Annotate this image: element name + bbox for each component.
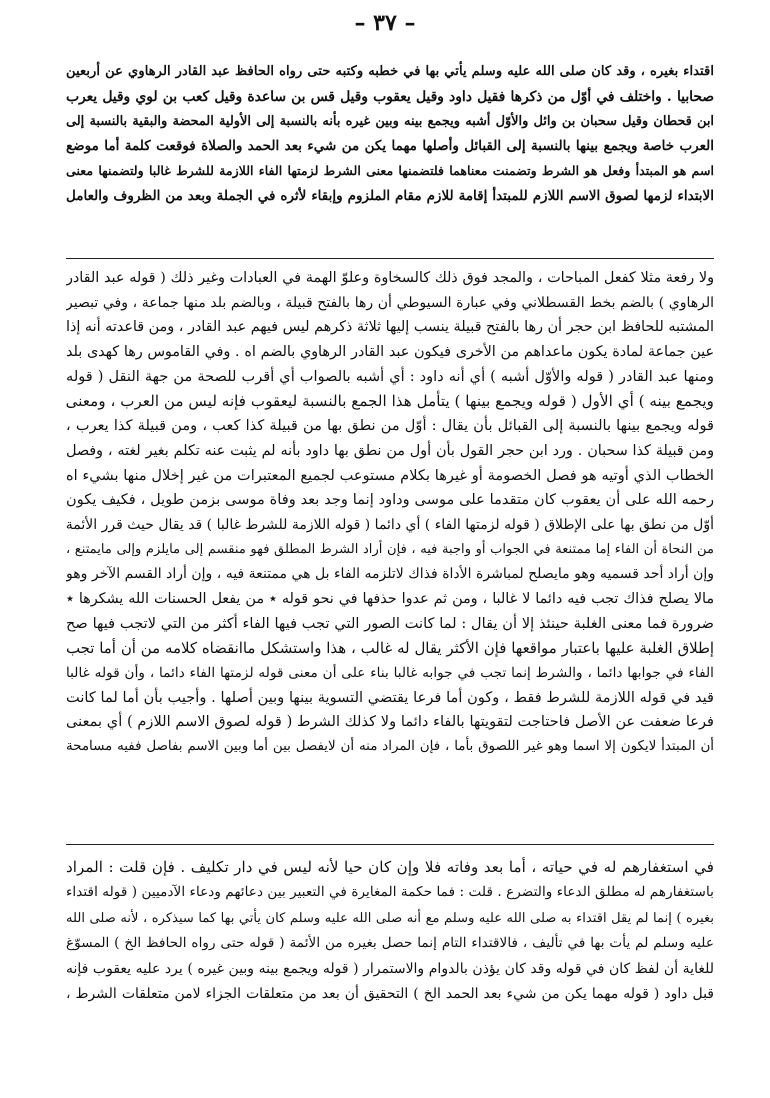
commentary-line: ضرورة فما معنى الغلبة حينئذ إلا أن يقال : لما كانت الصور التي تجب فيها الفاء أكثر من التي لاتجب فيها صح xyxy=(66,614,714,632)
commentary-line: المشتبه للحافظ ابن حجر أن رها بالفتح قبيلة ينسب إليها ثلاثة ذكرهم ليس فيهم عبد القادر ، ومن قاعدته أنه إذا xyxy=(66,319,714,336)
commentary-line: الفاء في جوابها دائما ، والشرط إنما تجب في جوابه غالبا بناء على أن معنى قوله لزمتها الفاء دائما ، وأن قوله غالبا xyxy=(66,665,714,681)
commentary-line: في استغفارهم له في حياته ، أما بعد وفاته فلا وإن كان حيا لأنه ليس في دار تكليف . فإن قلت : المراد xyxy=(66,858,714,876)
commentary-line: ويجمع بينه ) أي الأول ( قوله ويجمع بينها ) يتأمل هذا الجمع بالنسبة ليعقوب فإنه ليس من العرب ، ومعنى xyxy=(66,392,714,411)
commentary-line: بغيره ) إنما لم يقل اقتداء به صلى الله عليه وسلم مع أنه صلى الله عليه وسلم كان يأتي بها كما سيذكره ، لأنه صلى الله xyxy=(66,910,714,926)
commentary-line: قيد في قوله اللازمة للشرط فقط ، وكون أما فرعا يقتضي التسوية بينها وبين أصلها . وأجيب بأن أما لما كانت xyxy=(66,688,714,706)
main-text-line: الابتداء لزمها لصوق الاسم اللازم للمبتدأ إقامة للازم مقام الملزوم وإبقاء لأثره في الجملة وبعد من الظروف والعامل xyxy=(66,187,714,204)
commentary-line: الرهاوي ) بالضم بخط القسطلاني وفي عبارة السيوطي أن رها بالفتح قبيلة ، وبالضم بلد منها جماعة ، وفي تبصير xyxy=(66,294,714,311)
commentary-line: ولا رفعة مثلا كفعل المباحات ، والمجد فوق ذلك كالسخاوة وعلوّ الهمة في العبادات وغير ذلك ( قوله عبد القادر xyxy=(66,270,714,286)
commentary-line: باستغفارهم له مطلق الدعاء والتضرع . قلت : فما حكمة المغايرة في التعبير بين دعائهم ودعاء الآدميين ( قوله اقتداء xyxy=(66,884,714,901)
commentary-line: الخطاب الذي أوتيه هو فصل الخصومة أو غيرها بكلام مستوعب لجميع المعتبرات من غير إخلال منها بشيء اه xyxy=(66,466,714,484)
commentary-line: رحمه الله على أن يعقوب كان متقدما على موسى وداود إنما وجد بعد وفاة موسى بزمن طويل ، فكيف يكون xyxy=(66,491,714,509)
commentary-line: عين جماعة لمادة يكون ماعداهم من الأخرى فيكون عبد القادر الرهاوي بالضم اه . وفي القاموس رها كهدى بلد xyxy=(66,344,714,361)
commentary-line: من النحاة أن الفاء إما ممتنعة في الجواب أو واجبة فيه ، فإن أراد الشرط المطلق فهو منقسم إلى مايلزم وإلى مايمتنع ، xyxy=(66,541,714,557)
commentary-line: عليه وسلم لم يأت بها في تأليف ، فالاقتداء التام إنما حصل بغيره من الأئمة ( قوله حتى رواه الحافظ الخ ) المسوّغ xyxy=(66,935,714,952)
commentary-line: ومن قبيلة كذا سحبان . ورد ابن حجر القول بأن أول من نطق بها داود بأنه لم يثبت عنه تكلم بغير لغته ، وفصل xyxy=(66,442,714,459)
main-text-line: العرب خاصة ويجمع بينها بالنسبة إلى القبائل وأصلها مهما يكن من شيء بعد الحمد والصلاة فوقعت كلمة أما موضع xyxy=(66,138,714,155)
commentary-block-primary xyxy=(66,266,714,760)
commentary-block-secondary xyxy=(66,855,714,1007)
commentary-line: أن المبتدأ لايكون إلا اسما وهو غير اللصوق بأما ، فإن المراد منه أن لايفصل بين أما وبين الاسم بفاصل ففيه مسامحة xyxy=(66,739,714,755)
commentary-line: أوّل من نطق بها على الإطلاق ( قوله لزمتها الفاء ) أي دائما ( قوله اللازمة للشرط غالبا ) قد يقال حيث قرر الأئمة xyxy=(66,516,714,533)
commentary-line: قوله ويجمع بينها بالنسبة إلى القبائل بأن يقال : أوّل من نطق بها من قبيلة كذا كعب ، ومن قبيلة كذا يعرب ، xyxy=(66,417,714,435)
commentary-line: مالا يصلح فذاك تجب فيه دائما لا غالبا ، ومن ثم عدوا حذفها في نحو قوله ٭ من يفعل الحسنات الله يشكرها ٭ xyxy=(66,590,714,607)
main-text-line: صحابيا . واختلف في أوّل من ذكرها فقيل داود وقيل يعقوب وقيل قس بن ساعدة وقيل كعب بن لوي وقيل يعرب xyxy=(66,88,714,105)
commentary-line: وإن أراد أحد قسميه وهو مايصلح لمباشرة الأداة فذاك لاتلزمه الفاء بل هي ممتنعة فيه ، وإن أراد القسم الآخر وهو xyxy=(66,566,714,583)
main-text-block xyxy=(66,60,714,209)
main-text-line: ابن قحطان وقيل سحبان بن وائل والأوّل أشبه ويجمع بينه وبين غيره بأنه بالنسبة إلى الأولية المحضة والبقية بالنسبة إلى xyxy=(66,113,714,129)
commentary-line: ومنها عبد القادر ( قوله والأوّل أشبه ) أي أنه داود : أي أشبه بالصواب أي أقرب للصحة من جهة النقل ( قوله xyxy=(66,367,714,385)
section-divider xyxy=(66,844,714,845)
main-text-line: اسم هو المبتدأ وفعل هو الشرط وتضمنت معناهما فلتضمنها معنى الشرط لزمتها الفاء اللازمة للشرط غالبا ولتضمنها معنى xyxy=(66,163,714,179)
main-text-line: اقتداء بغيره ، وقد كان صلى الله عليه وسلم يأتي بها في خطبه وكتبه حتى رواه الحافظ عبد القادر الرهاوي عن أربعين xyxy=(66,64,714,79)
page-number: – ٣٧ – xyxy=(354,10,416,36)
commentary-line: إطلاق الغلبة عليها باعتبار مواقعها فإن الأكثر يقال له غالب ، هذا واستشكل ماانقضاه كلامه من أن أما تجب xyxy=(66,639,714,658)
commentary-line: للغاية أن لفظ كان في قوله وقد كان يؤذن بالدوام والاستمرار ( قوله ويجمع بينه وبين غيره ) يرد عليه يعقوب فإنه xyxy=(66,960,714,977)
commentary-line: قبل داود ( قوله مهما يكن من شيء بعد الحمد الخ ) التحقيق أن بعد من متعلقات الجزاء لامن متعلقات الشرط ، xyxy=(66,985,714,1002)
section-divider xyxy=(66,258,714,259)
commentary-line: فرعا ضعفت عن الأصل فاحتاجت لتقويتها بالفاء دائما ولا كذلك الشرط ( قوله لصوق الاسم اللازم ) أي بمعنى xyxy=(66,713,714,731)
